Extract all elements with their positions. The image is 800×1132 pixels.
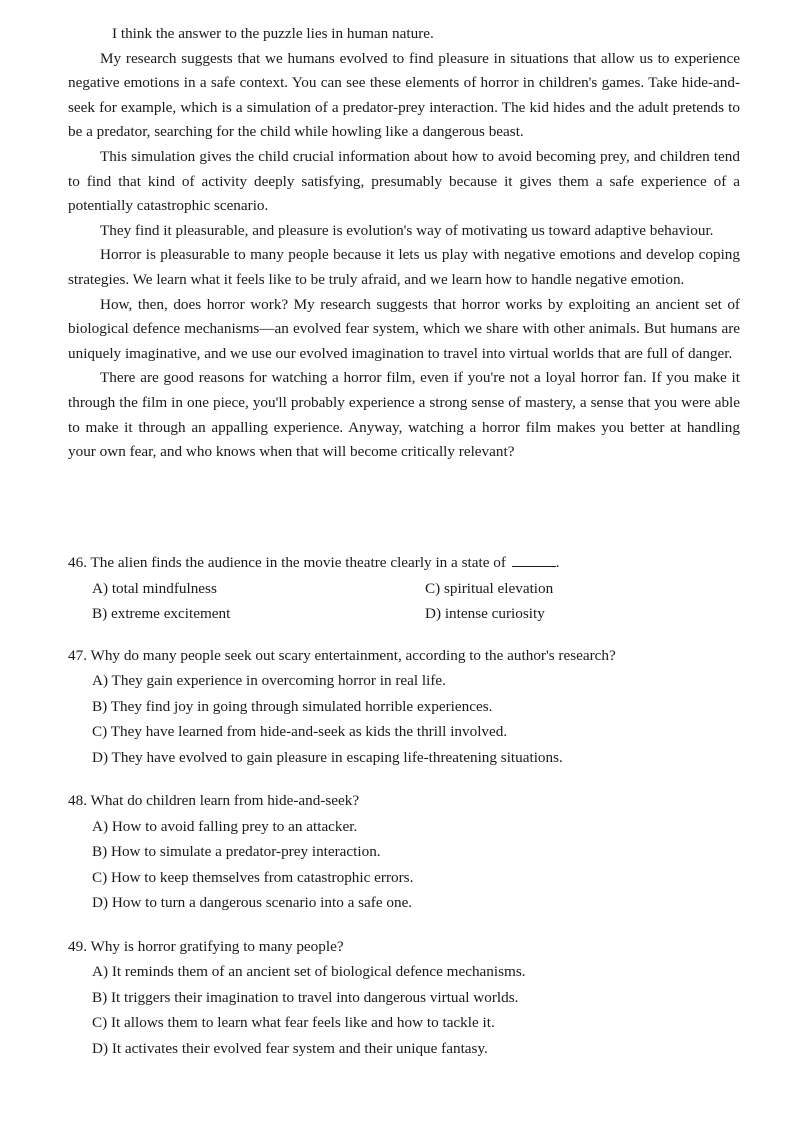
option-c[interactable]: C) spiritual elevation <box>425 579 554 597</box>
option-b[interactable]: B) They find joy in going through simulated horrible experiences. <box>92 697 493 715</box>
option-a[interactable]: A) How to avoid falling prey to an attacker. <box>92 817 358 835</box>
option-a[interactable]: A) It reminds them of an ancient set of biological defence mechanisms. <box>92 963 526 980</box>
passage-paragraph: My research suggests that we humans evolved to find pleasure in situations that allow us to experience negative emotions in a safe context. You can see these elements of horror in children's games. Take hide-and-seek for example, which is a simulation of a predator-prey interaction. The kid hides and the adult pretends to be a predator, searching for the child while howling like a dangerous beast. <box>68 49 740 141</box>
reading-passage <box>68 22 740 465</box>
question-stem: 47. Why do many people seek out scary entertainment, according to the author's research? <box>68 646 616 664</box>
option-a[interactable]: A) total mindfulness <box>92 579 217 597</box>
option-grid <box>68 576 740 627</box>
question-stem: 46. The alien finds the audience in the movie theatre clearly in a state of . <box>68 554 560 571</box>
answer-blank <box>512 552 556 567</box>
passage-paragraph: There are good reasons for watching a horror film, even if you're not a loyal horror fan. If you make it through the film in one piece, you'll probably experience a strong sense of mastery, a sense that you were able to make it through an appalling experience. Anyway, watching a horror film makes you better at handling your own fear, and who knows when that will become critically relevant? <box>68 369 740 461</box>
option-d[interactable]: D) How to turn a dangerous scenario into a safe one. <box>92 894 413 911</box>
passage-paragraph: Horror is pleasurable to many people because it lets us play with negative emotions and develop coping strategies. We learn what it feels like to be truly afraid, and we learn how to handle negative emotion. <box>68 246 740 288</box>
option-b[interactable]: B) It triggers their imagination to travel into dangerous virtual worlds. <box>92 988 519 1006</box>
option-b[interactable]: B) How to simulate a predator-prey interaction. <box>92 843 381 860</box>
option-c[interactable]: C) It allows them to learn what fear feels like and how to tackle it. <box>92 1014 495 1031</box>
option-c[interactable]: C) They have learned from hide-and-seek as kids the thrill involved. <box>92 723 508 740</box>
question-48 <box>68 788 740 916</box>
question-list <box>68 550 740 1077</box>
question-stem: 49. Why is horror gratifying to many people? <box>68 937 344 955</box>
passage-paragraph: They find it pleasurable, and pleasure is evolution's way of motivating us toward adaptive behaviour. <box>100 221 714 239</box>
passage-paragraph: How, then, does horror work? My research suggests that horror works by exploiting an ancient set of biological defence mechanisms—an evolved fear system, which we share with other animals. But humans are uniquely imaginative, and we use our evolved imagination to travel into virtual worlds that are full of danger. <box>68 295 740 362</box>
option-d[interactable]: D) It activates their evolved fear system and their unique fantasy. <box>92 1039 488 1057</box>
option-b[interactable]: B) extreme excitement <box>92 605 231 622</box>
option-d[interactable]: D) intense curiosity <box>425 605 545 622</box>
question-46 <box>68 550 740 627</box>
option-c[interactable]: C) How to keep themselves from catastrophic errors. <box>92 868 414 886</box>
question-stem: 48. What do children learn from hide-and-seek? <box>68 792 360 809</box>
option-a[interactable]: A) They gain experience in overcoming horror in real life. <box>92 672 446 689</box>
passage-paragraph: This simulation gives the child crucial information about how to avoid becoming prey, and children tend to find that kind of activity deeply satisfying, presumably because it gives them a safe experience of a potentially catastrophic scenario. <box>68 147 740 215</box>
passage-paragraph: I think the answer to the puzzle lies in human nature. <box>112 25 434 42</box>
question-49 <box>68 934 740 1062</box>
question-47 <box>68 643 740 771</box>
option-d[interactable]: D) They have evolved to gain pleasure in escaping life-threatening situations. <box>92 748 563 766</box>
